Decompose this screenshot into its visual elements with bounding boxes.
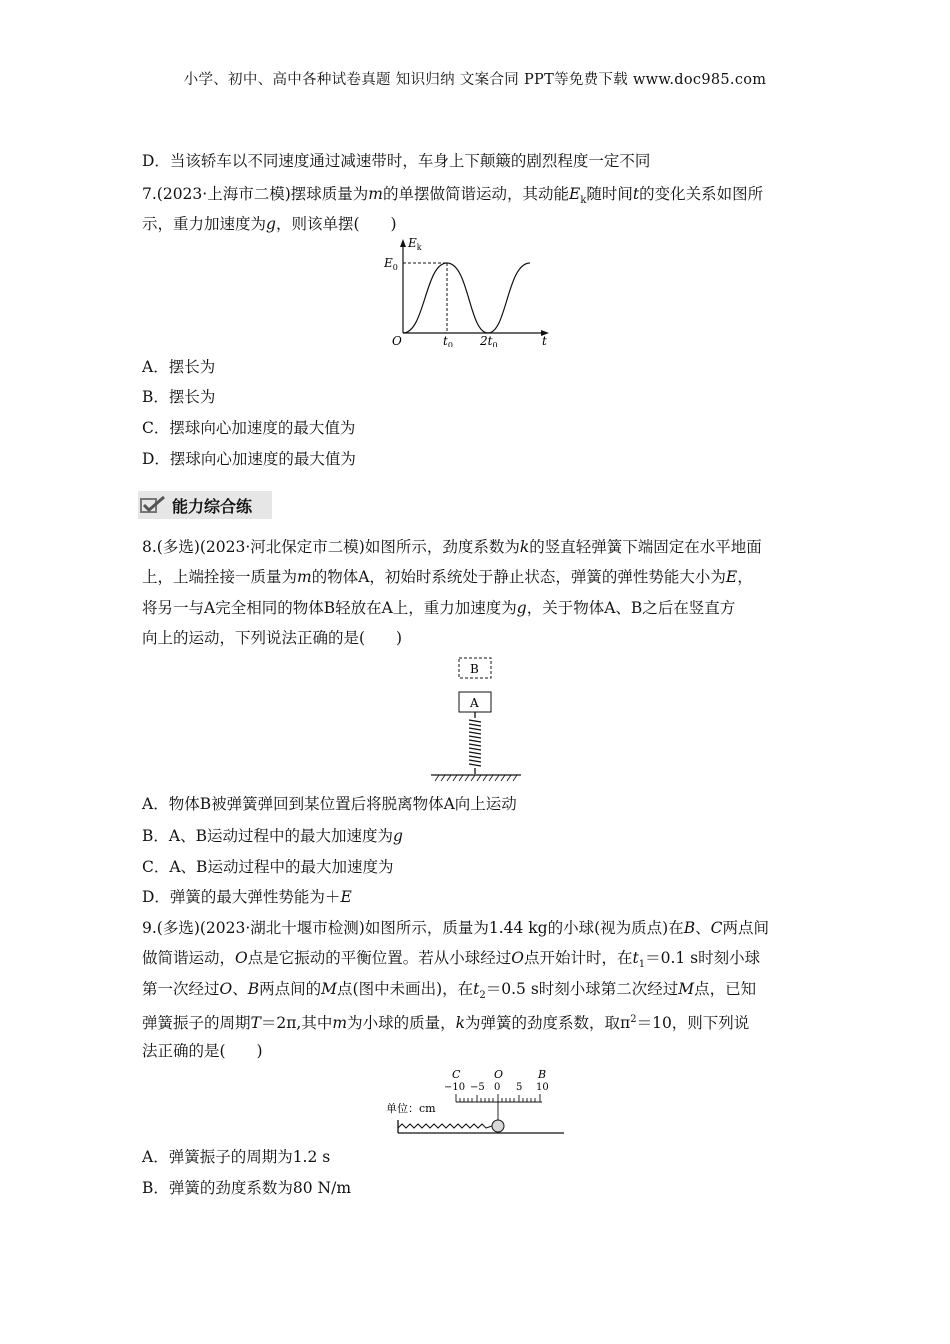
- tick-0: 0: [494, 1082, 501, 1093]
- unit-label: 单位：cm: [386, 1102, 436, 1115]
- q8-option-c: C．A、B运动过程中的最大加速度为: [142, 858, 394, 876]
- q9-oscillator-figure: [384, 1066, 574, 1140]
- q7-option-d: D．摆球向心加速度的最大值为: [142, 450, 356, 468]
- q9-option-a: A．弹簧振子的周期为1.2 s: [142, 1148, 331, 1166]
- energy-curve: [403, 263, 530, 333]
- q8-option-b: B．A、B运动过程中的最大加速度为g: [142, 827, 403, 845]
- q7-option-c: C．摆球向心加速度的最大值为: [142, 419, 356, 437]
- tick-neg5: −5: [470, 1082, 485, 1093]
- q6-option-d: D．当该轿车以不同速度通过减速带时，车身上下颠簸的剧烈程度一定不同: [142, 152, 651, 170]
- q7-energy-graph: [380, 235, 560, 347]
- q8-stem-line1: 8.(多选)(2023·河北保定市二模)如图所示，劲度系数为k的竖直轻弹簧下端固定在水平地面: [142, 538, 762, 556]
- q7-stem-line1: 7.(2023·上海市二模)摆球质量为m的单摆做简谐运动，其动能$E_k$随时间t的变化关系如图所: [142, 185, 764, 207]
- y-axis-arrow: [400, 239, 406, 247]
- q9-option-b: B．弹簧的劲度系数为80 N/m: [142, 1179, 352, 1197]
- tick-5: 5: [516, 1082, 523, 1093]
- q7-stem-line2: 示，重力加速度为g，则该单摆( ): [142, 215, 397, 233]
- box-a-label: A: [470, 696, 479, 710]
- label-b: B: [538, 1068, 547, 1081]
- q8-option-a: A．物体B被弹簧弹回到某位置后将脱离物体A向上运动: [142, 795, 517, 813]
- graph-origin: O: [392, 334, 402, 347]
- q8-spring-figure: [425, 652, 525, 787]
- label-c: C: [452, 1068, 461, 1081]
- q9-stem-line1: 9.(多选)(2023·湖北十堰市检测)如图所示，质量为1.44 kg的小球(视为质点)在B、C两点间: [142, 919, 769, 937]
- spring: [398, 1124, 492, 1128]
- graph-t0: $t_0$: [443, 334, 453, 347]
- q8-stem-line3: 将另一与A完全相同的物体B轻放在A上，重力加速度为g，关于物体A、B之后在竖直方: [142, 599, 736, 617]
- q9-stem-line4: 弹簧振子的周期T＝2π,其中m为小球的质量，k为弹簧的劲度系数，取$\pi^2=10$，则下列说: [142, 1014, 750, 1033]
- section-title: 能力综合练: [172, 497, 253, 516]
- graph-ylabel: $E_k$: [408, 236, 422, 252]
- q9-stem-line2: 做简谐运动，O点是它振动的平衡位置。若从小球经过O点开始计时，在$t_1=0.1$ s时刻小球: [142, 949, 761, 971]
- graph-xlabel: t: [542, 334, 547, 347]
- q9-stem-line5: 法正确的是( ): [142, 1042, 263, 1060]
- q7-option-a: A．摆长为: [142, 358, 216, 376]
- graph-e0: $E_0$: [384, 256, 398, 272]
- page-header: 小学、初中、高中各种试卷真题 知识归纳 文案合同 PPT等免费下载 www.doc985.com: [183, 72, 767, 88]
- spring: [469, 712, 481, 774]
- ground-hatch: [435, 775, 517, 781]
- q9-stem-line3: 第一次经过O、B两点间的M点(图中未画出)，在$t_2=0.5$ s时刻小球第二次经过M点，已知: [142, 980, 757, 1002]
- graph-2t0: $2t_0$: [480, 334, 498, 347]
- section-banner: [138, 491, 272, 519]
- label-o: O: [494, 1068, 504, 1081]
- q7-option-b: B．摆长为: [142, 388, 216, 406]
- q8-option-d: D．弹簧的最大弹性势能为＋E: [142, 888, 352, 906]
- q8-stem-line4: 向上的运动，下列说法正确的是( ): [142, 629, 403, 647]
- q8-stem-line2: 上，上端拴接一质量为m的物体A，初始时系统处于静止状态，弹簧的弹性势能大小为E，: [142, 568, 753, 586]
- ball: [492, 1120, 504, 1132]
- box-b-label: B: [470, 662, 479, 676]
- tick-10: 10: [536, 1082, 549, 1093]
- tick-neg10: −10: [444, 1082, 466, 1093]
- check-icon: [140, 496, 166, 514]
